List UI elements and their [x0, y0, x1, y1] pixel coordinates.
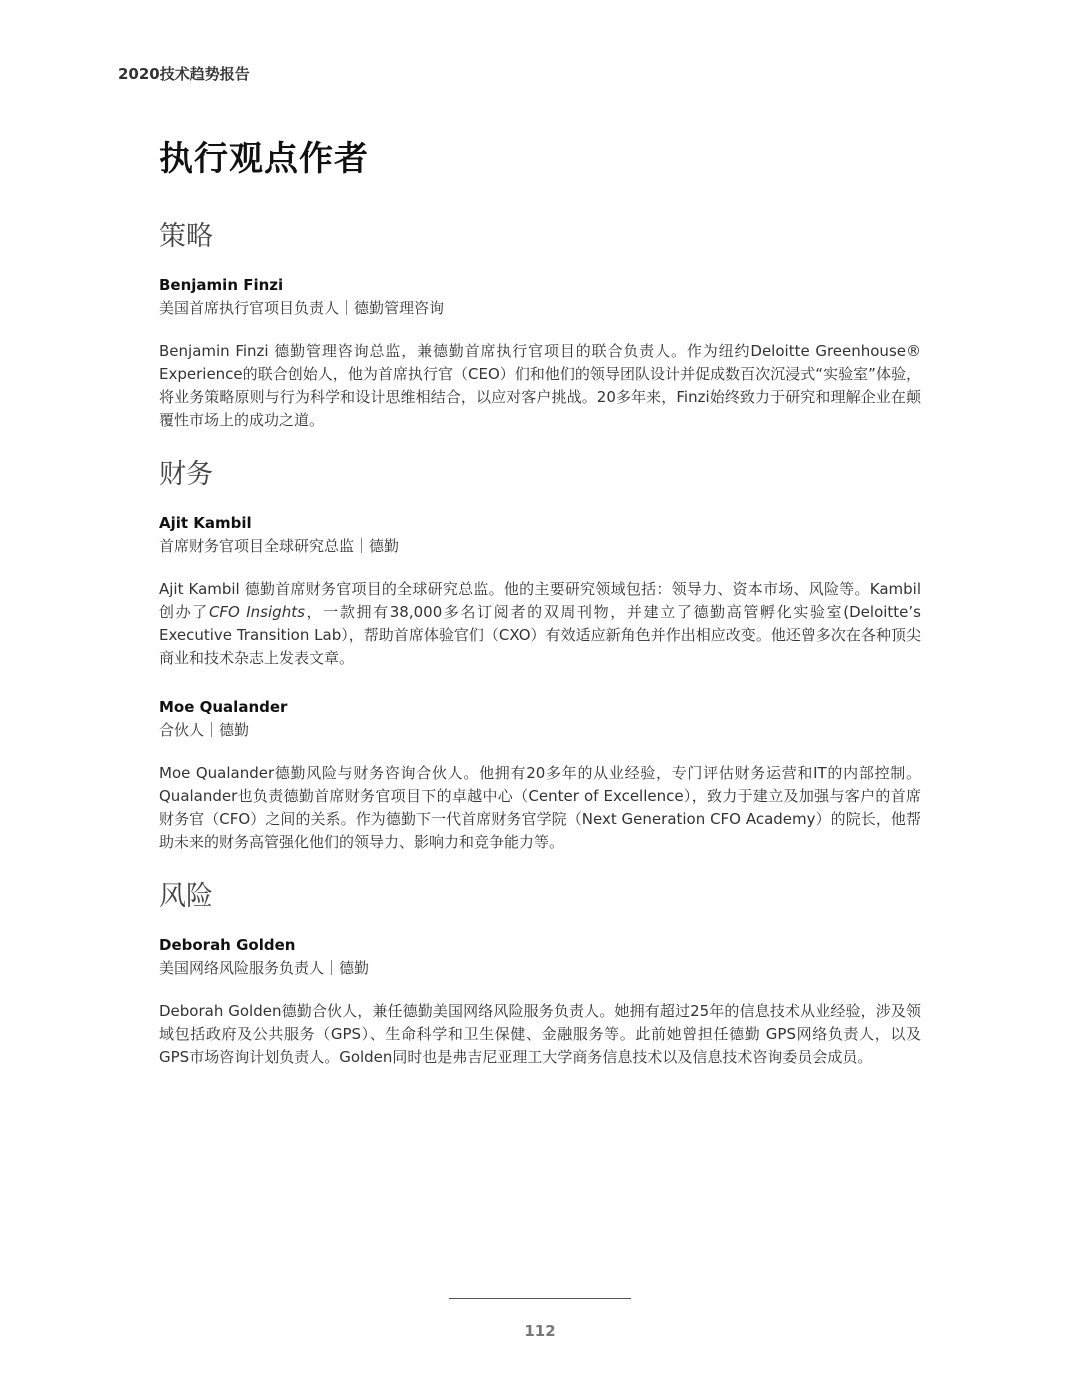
- person-bio: Benjamin Finzi 德勤管理咨询总监，兼德勤首席执行官项目的联合负责人。作为纽约Deloitte Greenhouse® Experience的联合创始人，他为首席执行官（CEO）们和他们的领导团队设计并促成数百次沉浸式“实验室”体验，将业务策略原则与行为科学和设计思维相结合，以应对客户挑战。20多年来，Finzi始终致力于研究和理解企业在颠覆性市场上的成功之道。: [159, 342, 921, 429]
- footer-divider: [449, 1298, 631, 1299]
- publication-title: CFO Insights: [208, 603, 305, 621]
- section-risk: [159, 880, 921, 1069]
- page-number: 112: [524, 1322, 556, 1340]
- person-bio: Moe Qualander德勤风险与财务咨询合伙人。他拥有20多年的从业经验，专门评估财务运营和IT的内部控制。Qualander也负责德勤首席财务官项目下的卓越中心（Center of Excellence），致力于建立及加强与客户的首席财务官（CFO）之间的关系。作为德勤下一代首席财务官学院（Next Generation CFO Academy）的院长，他帮助未来的财务高管强化他们的领导力、影响力和竞争能力等。: [159, 764, 921, 851]
- person-role: 合伙人｜德勤: [159, 721, 250, 739]
- person-benjamin-finzi: [159, 274, 921, 432]
- person-moe-qualander: [159, 696, 921, 854]
- person-role: 美国首席执行官项目负责人｜德勤管理咨询: [159, 299, 445, 317]
- person-role: 首席财务官项目全球研究总监｜德勤: [159, 537, 400, 555]
- person-bio: [159, 578, 921, 670]
- person-name: Deborah Golden: [159, 936, 296, 954]
- person-deborah-golden: [159, 934, 921, 1069]
- section-heading: 策略: [159, 221, 213, 252]
- section-heading: 财务: [159, 459, 213, 490]
- page-title: 执行观点作者: [159, 139, 369, 179]
- section-finance: [159, 458, 921, 854]
- person-bio: Deborah Golden德勤合伙人，兼任德勤美国网络风险服务负责人。她拥有超过25年的信息技术从业经验，涉及领域包括政府及公共服务（GPS）、生命科学和卫生保健、金融服务等。此前她曾担任德勤 GPS网络负责人，以及GPS市场咨询计划负责人。Golden同时也是弗吉尼亚理工大学商务信息技术以及信息技术咨询委员会成员。: [159, 1002, 921, 1066]
- person-name: Benjamin Finzi: [159, 276, 284, 294]
- section-heading: 风险: [159, 881, 213, 912]
- person-ajit-kambil: [159, 512, 921, 670]
- running-head: 2020技术趋势报告: [118, 65, 250, 83]
- person-name: Ajit Kambil: [159, 514, 252, 532]
- bio-text: ，一款拥有38,000多名订阅者的双周刊物，并建立了德勤高管孵化实验室(Deloitte’s Executive Transition Lab），帮助首席体验官们（CXO）有效适应新角色并作出相应改变。他还曾多次在各种顶尖商业和技术杂志上发表文章。: [159, 603, 921, 667]
- page-content: [159, 138, 921, 1095]
- person-role: 美国网络风险服务负责人｜德勤: [159, 959, 370, 977]
- person-name: Moe Qualander: [159, 698, 288, 716]
- section-strategy: [159, 220, 921, 432]
- bio-text: Ajit Kambil 德勤首席财务官项目的全球研究总监。他的主要研究领域包括：领导力、资本市场、风险等。Kambil创办了: [159, 580, 921, 621]
